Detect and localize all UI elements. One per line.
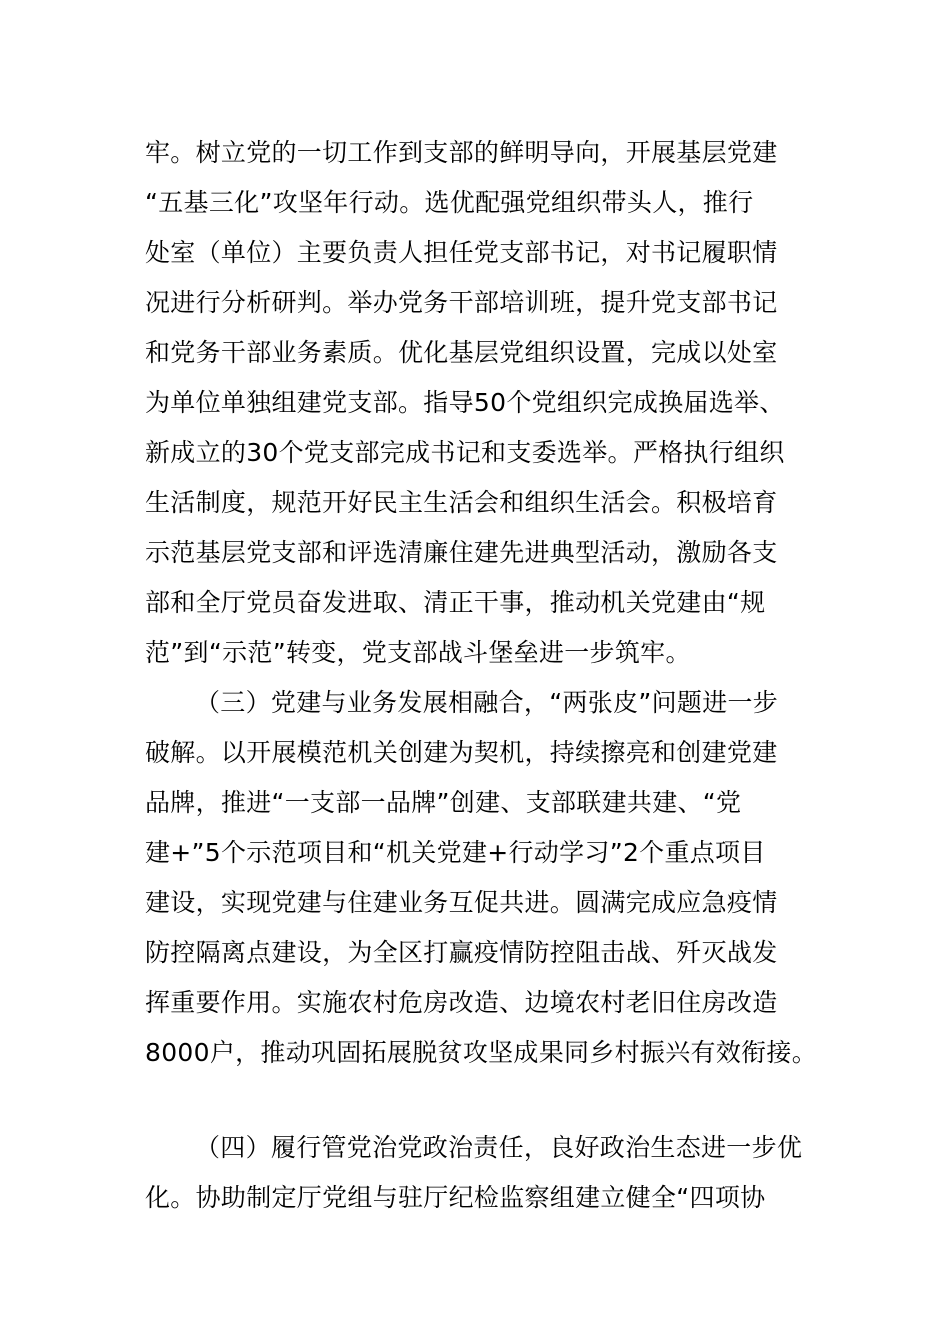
- paragraph-3-line-1: （四）履行管党治党政治责任，良好政治生态进一步优: [195, 1133, 803, 1162]
- paragraph-1-line-5: 和党务干部业务素质。优化基层党组织设置，完成以处室: [145, 338, 778, 367]
- paragraph-2-line-2: 破解。以开展模范机关创建为契机，持续擦亮和创建党建: [145, 738, 778, 767]
- paragraph-2-line-5: 建设，实现党建与住建业务互促共进。圆满完成应急疫情: [145, 888, 778, 917]
- paragraph-2-line-8: 8000户，推动巩固拓展脱贫攻坚成果同乡村振兴有效衔接。: [145, 1038, 818, 1067]
- paragraph-1-line-10: 部和全厅党员奋发进取、清正干事，推动机关党建由“规: [145, 588, 766, 617]
- paragraph-2-line-4: 建+”5个示范项目和“机关党建+行动学习”2个重点项目: [145, 838, 766, 867]
- paragraph-1-line-2: “五基三化”攻坚年行动。选优配强党组织带头人，推行: [145, 188, 754, 217]
- paragraph-1-line-4: 况进行分析研判。举办党务干部培训班，提升党支部书记: [145, 288, 778, 317]
- paragraph-2-line-7: 挥重要作用。实施农村危房改造、边境农村老旧住房改造: [145, 988, 778, 1017]
- paragraph-2-line-6: 防控隔离点建设，为全区打赢疫情防控阻击战、歼灭战发: [145, 938, 778, 967]
- paragraph-1-line-6: 为单位单独组建党支部。指导50个党组织完成换届选举、: [145, 388, 785, 417]
- paragraph-2-line-3: 品牌，推进“一支部一品牌”创建、支部联建共建、“党: [145, 788, 742, 817]
- paragraph-1-line-8: 生活制度，规范开好民主生活会和组织生活会。积极培育: [145, 488, 778, 517]
- paragraph-3-line-2: 化。协助制定厅党组与驻厅纪检监察组建立健全“四项协: [145, 1183, 766, 1212]
- paragraph-2-line-1: （三）党建与业务发展相融合，“两张皮”问题进一步: [195, 688, 779, 717]
- paragraph-1-line-11: 范”到“示范”转变，党支部战斗堡垒进一步筑牢。: [145, 638, 691, 667]
- paragraph-1-line-3: 处室（单位）主要负责人担任党支部书记，对书记履职情: [145, 238, 778, 267]
- paragraph-1-line-7: 新成立的30个党支部完成书记和支委选举。严格执行组织: [145, 438, 785, 467]
- paragraph-1-line-9: 示范基层党支部和评选清廉住建先进典型活动，激励各支: [145, 538, 778, 567]
- paragraph-1-line-1: 牢。树立党的一切工作到支部的鲜明导向，开展基层党建: [145, 138, 778, 167]
